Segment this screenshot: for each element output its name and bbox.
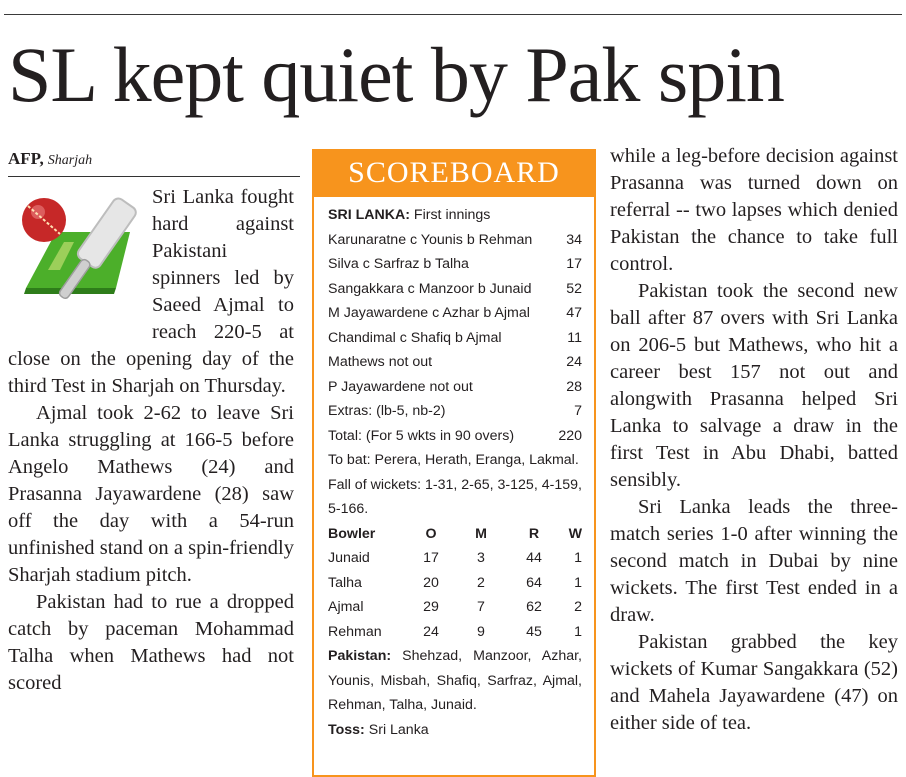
scoreboard-title: SCOREBOARD: [314, 151, 594, 197]
bowling-row: Junaid 17 3 44 1: [328, 550, 582, 566]
pakistan-label: Pakistan:: [328, 648, 392, 664]
bowling-row: Talha 20 2 64 1: [328, 574, 582, 591]
col3-paragraph-2: Pakistan took the second new ball after 87 overs with Sri Lanka on 206-5 but Mathews, who hit a career best 157 not out and alongwith Prasanna helped Sri Lanka to salvage a draw in the first Test in Abu Dhabi, batted sensibly.: [610, 280, 898, 491]
bowling-row: Rehman 24 9 45 1: [328, 623, 582, 640]
scoreboard-box: [312, 149, 596, 777]
batting-row: Sangakkara c Manzoor b Junaid 52: [328, 280, 582, 297]
article-column-1: [8, 184, 294, 777]
team-label: SRI LANKA:: [328, 207, 410, 223]
col3-paragraph-4: Pakistan grabbed the key wickets of Kumar Sangakkara (52) and Mahela Jayawardene (47) on either side of tea.: [610, 631, 898, 734]
toss-label: Toss:: [328, 721, 365, 738]
byline-place: Sharjah: [47, 153, 93, 168]
col3-paragraph-3: Sri Lanka leads the three-match series 1-0 after winning the second match in Dubai by nine wickets. The first Test ended in a draw.: [610, 496, 898, 626]
bowling-row: Ajmal 29 7 62 2: [328, 599, 582, 615]
col1-paragraph-1: Sri Lanka fought hard against Pakistani spinners led by Saeed Ajmal to reach 220-5 at close on the opening day of the third Test in Sharjah on Thursday.: [8, 186, 294, 397]
toss-value: Sri Lanka: [368, 721, 429, 738]
headline: SL kept quiet by Pak spin: [8, 31, 784, 118]
cricket-ball-bat-icon: [8, 184, 146, 320]
innings-label: First innings: [413, 207, 491, 223]
pakistan-squad: [328, 644, 582, 718]
toss: [328, 718, 582, 743]
to-bat: To bat: Perera, Herath, Eranga, Lakmal.: [328, 452, 579, 468]
batting-row: Silva c Sarfraz b Talha 17: [328, 256, 582, 272]
article-column-3: [610, 143, 898, 777]
bowling-header: Bowler O M R W: [328, 525, 582, 542]
cricket-illustration: [8, 184, 146, 320]
batting-row: Chandimal c Shafiq b Ajmal 11: [328, 329, 582, 346]
fall-of-wickets: Fall of wickets: 1-31, 2-65, 3-125, 4-159, 5-166.: [328, 476, 582, 517]
total-row: Total: (For 5 wkts in 90 overs) 220: [328, 427, 582, 444]
byline-agency: AFP,: [8, 149, 44, 168]
col1-paragraph-3: Pakistan had to rue a dropped catch by paceman Mohammad Talha when Mathews had not scored: [8, 591, 294, 694]
extras-row: Extras: (lb-5, nb-2) 7: [328, 403, 582, 419]
top-rule: [4, 14, 902, 15]
scoreboard-body: [314, 197, 594, 742]
byline: [8, 146, 300, 177]
pakistan-squad-list: Shehzad, Manzoor, Azhar, Younis, Misbah, Shafiq, Sarfraz, Ajmal, Rehman, Talha, Junaid.: [328, 648, 582, 713]
batting-row: Mathews not out 24: [328, 354, 582, 370]
col1-paragraph-2: Ajmal took 2-62 to leave Sri Lanka struggling at 166-5 before Angelo Mathews (24) and Prasanna Jayawardene (28) saw off the day with a 54-run unfinished stand on a spin-friendly Sharjah stadium pitch.: [8, 402, 294, 586]
innings-heading: [328, 203, 582, 228]
batting-row: M Jayawardene c Azhar b Ajmal 47: [328, 305, 582, 321]
batting-row: Karunaratne c Younis b Rehman 34: [328, 231, 582, 248]
col3-paragraph-1: while a leg-before decision against Prasanna was turned down on referral -- two lapses which denied Pakistan the chance to take full control.: [610, 145, 898, 275]
batting-row: P Jayawardene not out 28: [328, 378, 582, 395]
